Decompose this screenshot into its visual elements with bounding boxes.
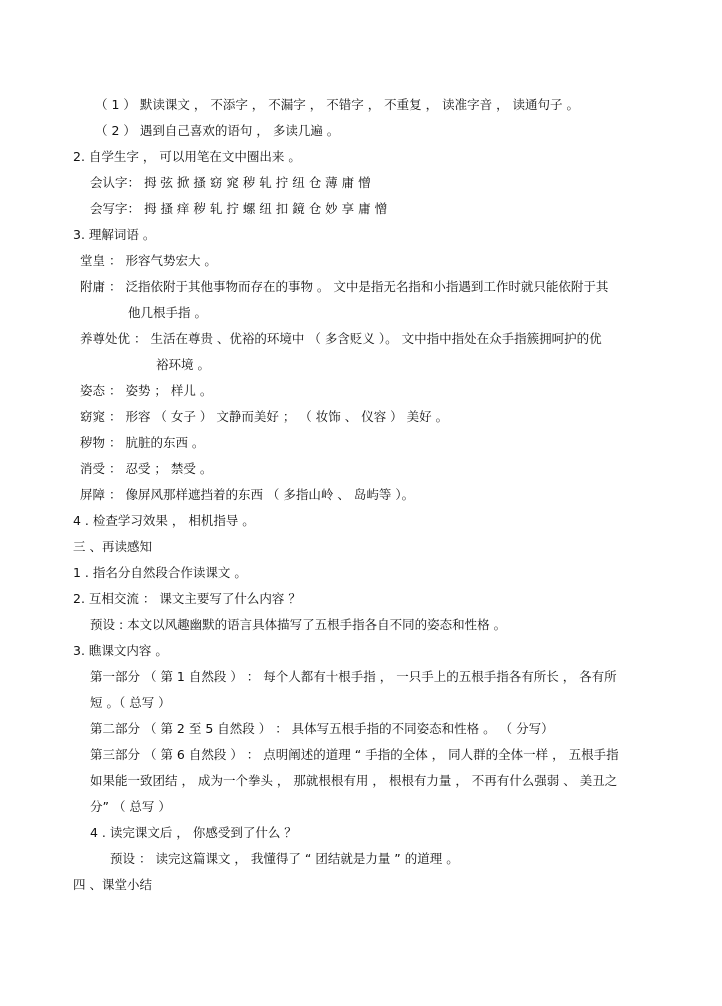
- text-line: 会认字： 拇 弦 掀 搔 窈 窕 秽 轧 拧 纽 仓 薄 庸 憎: [90, 175, 371, 190]
- text-line: 第一部分 （ 第 1 自然段 ） ： 每个人都有十根手指 ， 一只手上的五根手指各有所长 ， 各有所: [90, 669, 617, 684]
- text-line: 堂皇 ： 形容气势宏大 。: [80, 253, 217, 268]
- text-line: 分” （ 总写 ）: [90, 799, 171, 814]
- text-line: 屏障 ： 像屏风那样遮挡着的东西 （ 多指山岭 、 岛屿等 ）。: [80, 487, 415, 502]
- section-heading: 三 、再读感知: [73, 539, 152, 554]
- text-line: 第二部分 （ 第 2 至 5 自然段 ） ： 具体写五根手指的不同姿态和性格 。 （ 分写）: [90, 721, 554, 736]
- text-line: 窈窕 ： 形容 （ 女子 ） 文静而美好 ； （ 妆饰 、 仪容 ） 美好 。: [80, 409, 449, 424]
- text-line: 4 . 检查学习效果 ， 相机指导 。: [73, 513, 255, 528]
- text-line: 2. 自学生字 ， 可以用笔在文中圈出来 。: [73, 149, 301, 164]
- text-line: 3. 瞧课文内容 。: [73, 643, 168, 658]
- text-line: 预设 ： 读完这篇课文 ， 我懂得了 “ 团结就是力量 ” 的道理 。: [110, 851, 459, 866]
- text-line: 养尊处优 ： 生活在尊贵 、优裕的环境中 （ 多含贬义 ）。 文中指中指处在众手指簇拥呵护的优: [80, 331, 602, 346]
- text-line: 3. 理解词语 。: [73, 227, 156, 242]
- text-line: 第三部分 （ 第 6 自然段 ） ： 点明阐述的道理 “ 手指的全体 ， 同人群的全体一样 ， 五根手指: [90, 747, 619, 762]
- text-line: 姿态 ： 姿势 ； 样儿 。: [80, 383, 213, 398]
- text-line: 1 . 指名分自然段合作读课文 。: [73, 565, 247, 580]
- text-line: 4 . 读完课文后 ， 你感受到了什么 ？: [90, 825, 297, 840]
- text-line: 如果能一致团结 ， 成为一个拳头 ， 那就根根有用 ， 根根有力量 ， 不再有什么强弱 、 美丑之: [90, 773, 618, 788]
- text-line: 裕环境 。: [156, 357, 210, 372]
- text-line: 附庸 ： 泛指依附于其他事物而存在的事物 。 文中是指无名指和小指遇到工作时就只能依附于其: [80, 279, 609, 294]
- text-line: 预设 : 本文以风趣幽默的语言具体描写了五根手指各自不同的姿态和性格 。: [90, 617, 507, 632]
- text-line: 秽物 ： 肮脏的东西 。: [80, 435, 205, 450]
- text-line: （ 2 ） 遇到自己喜欢的语句 ， 多读几遍 。: [95, 123, 340, 138]
- text-line: 会写字： 拇 搔 痒 秽 轧 拧 螺 纽 扣 鏡 仓 妙 享 庸 憎: [90, 201, 388, 216]
- text-line: 消受 ： 忍受 ； 禁受 。: [80, 461, 213, 476]
- text-line: （ 1 ） 默读课文 ， 不添字 ， 不漏字 ， 不错字 ， 不重复 ， 读准字音 ， 读通句子 。: [95, 97, 580, 112]
- text-line: 短 。（ 总写 ）: [90, 695, 171, 710]
- section-heading: 四 、课堂小结: [73, 877, 152, 892]
- text-line: 2. 互相交流 ： 课文主要写了什么内容 ？: [73, 591, 301, 606]
- text-line: 他几根手指 。: [128, 305, 207, 320]
